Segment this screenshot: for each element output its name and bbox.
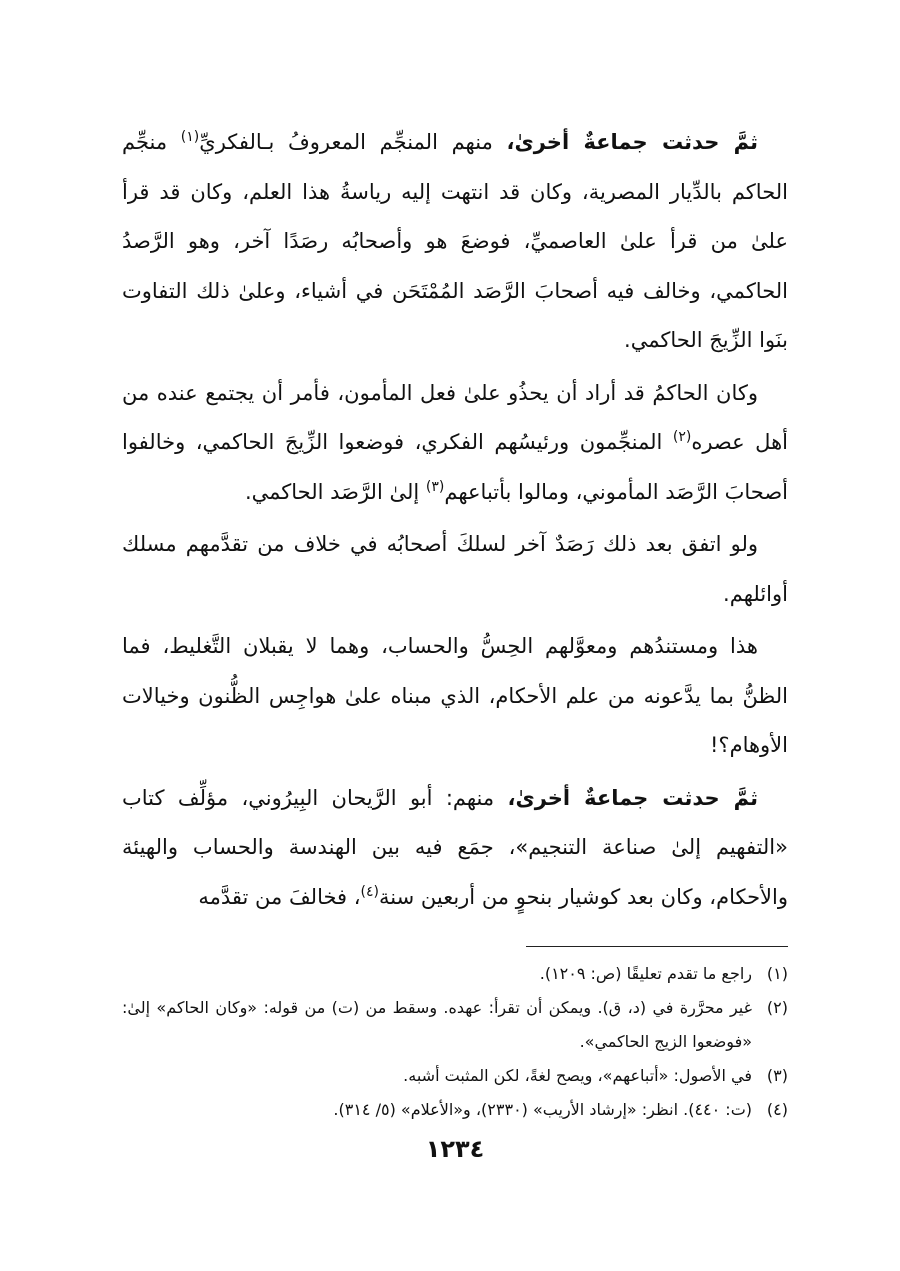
paragraph-text: ، فخالفَ من تقدَّمه bbox=[198, 884, 361, 909]
paragraph-1 bbox=[122, 118, 788, 366]
paragraph-2 bbox=[122, 369, 788, 518]
footnote-number: (٤) bbox=[766, 1100, 788, 1119]
footnote-2 bbox=[122, 991, 788, 1059]
footnote-ref-2[interactable]: (٢) bbox=[672, 429, 692, 445]
book-page bbox=[122, 118, 788, 1271]
footnote-ref-3[interactable]: (٣) bbox=[425, 478, 445, 495]
footnote-text: غير محرَّرة في (د، ق). ويمكن أن تقرأ: عهده. وسقط من (ت) من قوله: «وكان الحاكم» إلىٰ: «فوضعوا الزيج الحاكمي». bbox=[122, 998, 752, 1051]
footnote-ref-1[interactable]: (١) bbox=[180, 129, 200, 145]
page-number: ١٢٣٤ bbox=[425, 1135, 485, 1163]
footnote-1 bbox=[122, 957, 788, 991]
paragraph-text: وكان الحاكمُ قد أراد أن يحذُو علىٰ فعل المأمون، فأمر أن يجتمع عنده من أهل عصره bbox=[122, 380, 788, 454]
paragraph-text: منجِّم الحاكم بالدِّيار المصرية، وكان قد انتهت إليه رياسةُ هذا العلم، وكان قد قرأ علىٰ من قرأ علىٰ العاصميِّ، فوضعَ هو وأصحابُه رصَدًا آخر، وهو الرَّصدُ الحاكمي، وخالف فيه أصحابَ الرَّصَد المُمْتَحَن في أشياء، وعلىٰ ذلك التفاوت بنَوا الزِّيجَ الحاكمي. bbox=[122, 130, 788, 352]
paragraph-text: منهم: أبو الرَّيحان البِيرُوني، مؤلِّف كتاب «التفهيم إلىٰ صناعة التنجيم»، جمَع فيه بين الهندسة والحساب والهيئة والأحكام، وكان بعد كوشيار بنحوٍ من أربعين سنة bbox=[122, 785, 788, 909]
paragraph-5 bbox=[122, 774, 788, 923]
paragraph-text: إلىٰ الرَّصَد الحاكمي. bbox=[244, 479, 426, 504]
footnote-divider bbox=[526, 946, 788, 947]
footnote-number: (١) bbox=[766, 964, 788, 983]
footnote-ref-4[interactable]: (٤) bbox=[360, 883, 379, 900]
paragraph-text: منهم المنجِّم المعروفُ بـالفكريِّ bbox=[199, 130, 507, 154]
footnote-number: (٢) bbox=[766, 998, 788, 1017]
paragraph-text: المنجِّمون ورئيسُهم الفكري، فوضعوا الزِّيجَ الحاكمي، وخالفوا أصحابَ الرَّصَد المأموني، ومالوا بأتباعهم bbox=[122, 430, 788, 504]
footnote-text: في الأصول: «أتباعهم»، ويصح لغةً، لكن المثبت أشبه. bbox=[403, 1066, 752, 1085]
paragraph-text: هذا ومستندُهم ومعوَّلهم الحِسُّ والحساب، وهما لا يقبلان التَّغليط، فما الظنُّ بما يدَّعونه من علم الأحكام، الذي مبناه علىٰ هواجِس الظُّنون وخيالات الأوهام؟! bbox=[122, 634, 788, 757]
paragraph-text: ولو اتفق بعد ذلك رَصَدٌ آخر لسلكَ أصحابُه في خلاف من تقدَّمهم مسلك أوائلهم. bbox=[122, 532, 788, 606]
paragraph-3 bbox=[122, 520, 788, 619]
footnote-4 bbox=[122, 1093, 788, 1127]
paragraph-lead: ثمَّ حدثت جماعةٌ أخرىٰ، bbox=[507, 785, 758, 810]
paragraph-lead: ثمَّ حدثت جماعةٌ أخرىٰ، bbox=[506, 130, 758, 154]
footnote-3 bbox=[122, 1059, 788, 1093]
footnotes bbox=[122, 957, 788, 1127]
paragraph-4 bbox=[122, 622, 788, 771]
footnote-text: (ت: ٤٤٠). انظر: «إرشاد الأريب» (٢٣٣٠)، و«الأعلام» (٥/ ٣١٤). bbox=[333, 1100, 752, 1119]
footnote-text: راجع ما تقدم تعليقًا (ص: ١٢٠٩). bbox=[539, 964, 752, 983]
footnote-number: (٣) bbox=[766, 1066, 788, 1085]
